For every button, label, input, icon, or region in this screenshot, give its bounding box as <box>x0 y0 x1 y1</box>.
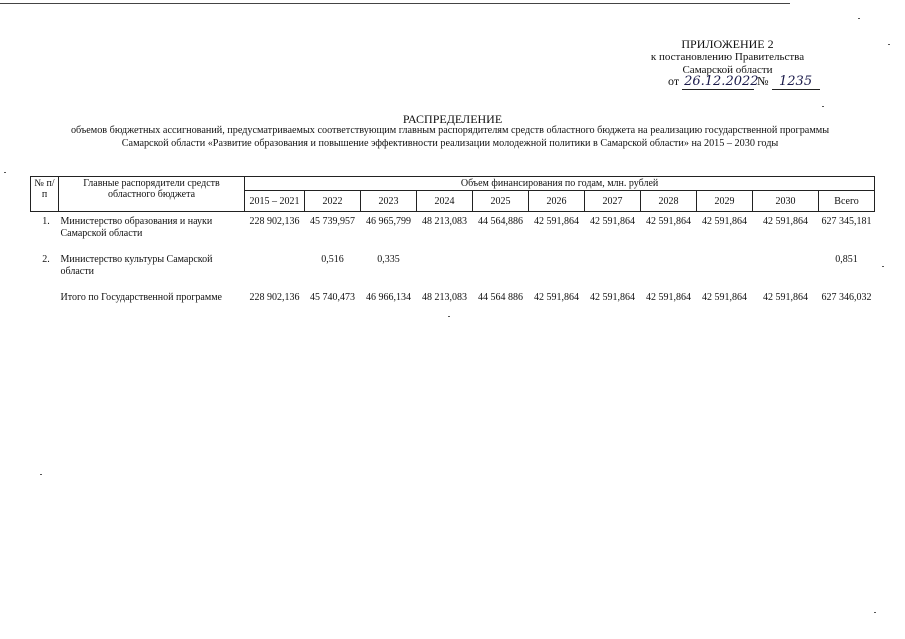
total-grand: 627 346,032 <box>821 292 872 303</box>
decree-date-number <box>668 74 820 90</box>
row-value <box>697 250 753 278</box>
header-year: 2025 <box>473 191 529 212</box>
row-value: 228 902,136 <box>249 216 300 227</box>
total-value: 46 966,134 <box>366 292 411 303</box>
document-heading: РАСПРЕДЕЛЕНИЕ <box>402 112 503 126</box>
row-value: 46 965,799 <box>366 216 411 227</box>
document-subheading <box>20 124 880 150</box>
header-funding: Объем финансирования по годам, млн. рублей <box>245 177 875 191</box>
scan-speck <box>888 44 890 45</box>
scan-speck <box>822 106 824 107</box>
row-value: 42 591,864 <box>702 216 747 227</box>
header-number: № п/п <box>31 177 59 212</box>
row-total: 0,851 <box>835 254 858 265</box>
header-year: 2029 <box>697 191 753 212</box>
header-year: 2023 <box>361 191 417 212</box>
decree-number: 1235 <box>772 74 820 90</box>
row-value: 42 591,864 <box>590 216 635 227</box>
total-value: 42 591,864 <box>763 292 808 303</box>
row-value: 0,335 <box>377 254 400 265</box>
scan-speck <box>858 18 860 19</box>
subheading-line-1: объемов бюджетных ассигнований, предусматриваемых соответствующим главным распорядителям средств областного бюджета на реализацию государственной программы <box>70 125 830 136</box>
row-value <box>529 250 585 278</box>
row-value: 44 564,886 <box>478 216 523 227</box>
table-row <box>31 212 875 241</box>
total-value: 228 902,136 <box>249 292 300 303</box>
header-year: 2028 <box>641 191 697 212</box>
appendix-decree: к постановлению Правительства <box>650 51 805 63</box>
row-value <box>245 250 305 278</box>
header-year: 2015 – 2021 <box>245 191 305 212</box>
total-number <box>31 288 59 304</box>
total-value: 45 740,473 <box>310 292 355 303</box>
number-prefix: № <box>757 74 769 88</box>
appendix-block <box>600 38 855 77</box>
row-value: 48 213,083 <box>422 216 467 227</box>
header-recipient: Главные распорядители средств областного бюджета <box>59 177 245 212</box>
header-total: Всего <box>819 191 875 212</box>
row-number: 1. <box>42 216 50 227</box>
distribution-table <box>30 176 875 304</box>
row-value <box>473 250 529 278</box>
header-year: 2027 <box>585 191 641 212</box>
table-total-row <box>31 288 875 304</box>
scan-speck <box>448 316 450 317</box>
decree-date: 26.12.2022 <box>684 74 759 89</box>
row-value <box>585 250 641 278</box>
row-value <box>417 250 473 278</box>
row-value <box>641 250 697 278</box>
scan-speck <box>882 266 884 267</box>
row-total: 627 345,181 <box>821 216 872 227</box>
header-year: 2024 <box>417 191 473 212</box>
row-number: 2. <box>42 254 50 265</box>
subheading-line-2: Самарской области «Развитие образования и повышение эффективности реализации молодежной политики в Самарской области» на 2015 – 2030 годы <box>121 138 779 149</box>
total-value: 42 591,864 <box>590 292 635 303</box>
row-recipient: Министерство культуры Самарской области <box>60 254 213 277</box>
row-value: 42 591,864 <box>646 216 691 227</box>
appendix-region: Самарской области <box>682 64 773 76</box>
header-year: 2026 <box>529 191 585 212</box>
row-value: 45 739,957 <box>310 216 355 227</box>
row-value <box>753 250 819 278</box>
total-label: Итого по Государственной программе <box>60 292 222 303</box>
row-value: 0,516 <box>321 254 344 265</box>
scan-speck <box>40 474 42 475</box>
table-row <box>31 250 875 278</box>
scan-speck <box>4 172 6 173</box>
total-value: 42 591,864 <box>702 292 747 303</box>
total-value: 44 564 886 <box>478 292 523 303</box>
row-recipient: Министерство образования и науки Самарской области <box>60 216 213 239</box>
total-value: 42 591,864 <box>646 292 691 303</box>
scan-speck <box>874 612 876 613</box>
date-prefix: от <box>668 74 680 88</box>
header-year: 2022 <box>305 191 361 212</box>
appendix-title: ПРИЛОЖЕНИЕ 2 <box>681 37 774 51</box>
row-value: 42 591,864 <box>534 216 579 227</box>
row-value: 42 591,864 <box>763 216 808 227</box>
header-year: 2030 <box>753 191 819 212</box>
total-value: 42 591,864 <box>534 292 579 303</box>
total-value: 48 213,083 <box>422 292 467 303</box>
top-rule <box>0 3 790 4</box>
